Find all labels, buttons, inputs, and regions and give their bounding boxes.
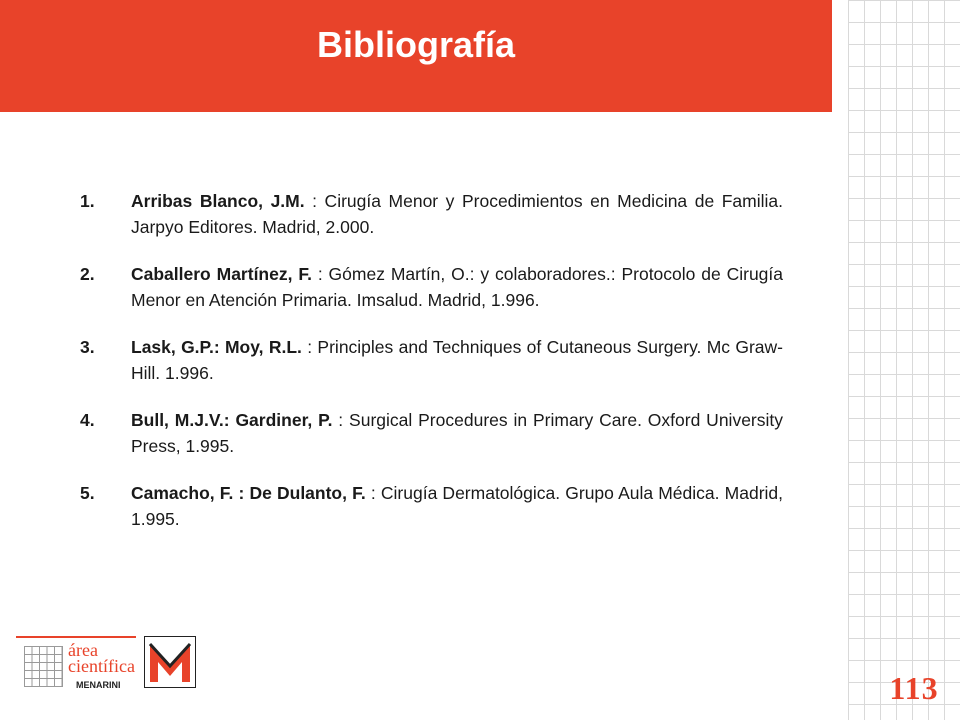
item-citation: : Surgical Procedures in Primary Care. Oxford University Press, 1.995. [131,410,784,456]
item-number: 4. [80,410,95,430]
logo-line-2: científica [68,656,135,676]
page-number: 113 [889,670,939,706]
page-title: Bibliografía [316,24,516,65]
item-number: 2. [80,264,95,284]
item-authors: Arribas Blanco, J.M. [131,191,305,211]
bibliography-item [80,480,783,532]
item-authors: Caballero Martínez, F. [131,264,312,284]
menarini-m-icon [144,636,196,688]
title-banner [0,0,832,112]
item-number: 5. [80,483,95,503]
item-number: 3. [80,337,95,357]
item-authors: Lask, G.P.: Moy, R.L. [131,337,302,357]
bibliography-list [80,188,783,553]
logo-line-1: área [68,640,98,660]
item-authors: Camacho, F. : De Dulanto, F. [131,483,366,503]
bibliography-item [80,188,783,240]
bibliography-item [80,407,783,459]
item-citation: : Principles and Techniques of Cutaneous Surgery. Mc Graw-Hill. 1.996. [131,337,784,383]
area-cientifica-logo [16,636,136,694]
item-citation: : Cirugía Dermatológica. Grupo Aula Médica. Madrid, 1.995. [131,483,783,529]
logo-brand: MENARINI [76,680,121,690]
bibliography-item [80,334,783,386]
logo-grid-icon [24,646,63,687]
bibliography-item [80,261,783,313]
item-authors: Bull, M.J.V.: Gardiner, P. [131,410,333,430]
item-number: 1. [80,191,95,211]
item-citation: : Cirugía Menor y Procedimientos en Medicina de Familia. Jarpyo Editores. Madrid, 2.000. [131,191,783,237]
logo-wordmark [68,642,135,674]
item-citation: : Gómez Martín, O.: y colaboradores.: Protocolo de Cirugía Menor en Atención Primaria. Imsalud. Madrid, 1.996. [131,264,783,310]
decorative-grid [848,0,960,720]
